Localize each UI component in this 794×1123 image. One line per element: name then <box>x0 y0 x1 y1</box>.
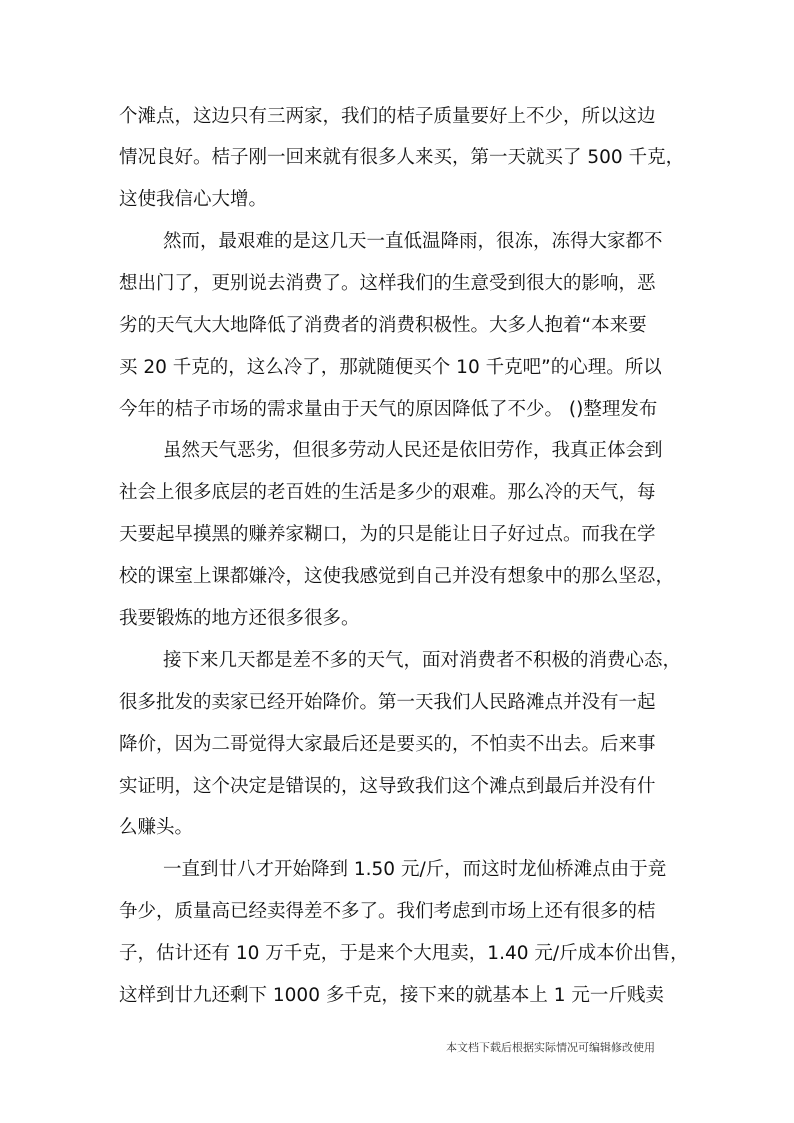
paragraph-first-line: 接下来几天都是差不多的天气，面对消费者不积极的消费心态， <box>163 650 682 671</box>
text-line: 么赚头。 <box>119 817 194 838</box>
text-line: 校的课室上课都嫌冷，这使我感觉到自己并没有想象中的那么坚忍， <box>119 566 675 587</box>
text-line: 想出门了，更别说去消费了。这样我们的生意受到很大的影响，恶 <box>119 273 656 294</box>
page-footer-note: 本文档下载后根据实际情况可编辑修改使用 <box>446 1041 655 1054</box>
text-line: 劣的天气大大地降低了消费者的消费积极性。大多人抱着“本来要 <box>119 315 647 336</box>
text-line: 买 20 千克的，这么冷了，那就随便买个 10 千克吧”的心理。所以 <box>119 357 662 378</box>
text-line: 子，估计还有 10 万千克，于是来个大甩卖，1.40 元/斤成本价出售， <box>119 943 689 964</box>
text-line: 降价，因为二哥觉得大家最后还是要买的，不怕卖不出去。后来事 <box>119 734 656 755</box>
text-line: 这样到廿九还剩下 1000 多千克，接下来的就基本上 1 元一斤贱卖 <box>119 985 664 1006</box>
text-line: 实证明，这个决定是错误的，这导致我们这个滩点到最后并没有什 <box>119 776 656 797</box>
text-line: 很多批发的卖家已经开始降价。第一天我们人民路滩点并没有一起 <box>119 692 656 713</box>
text-line: 个滩点，这边只有三两家，我们的桔子质量要好上不少，所以这边 <box>119 106 656 127</box>
text-line: 天要起早摸黑的赚养家糊口，为的只是能让日子好过点。而我在学 <box>119 524 656 545</box>
text-line: 社会上很多底层的老百姓的生活是多少的艰难。那么冷的天气，每 <box>119 482 656 503</box>
text-line: 我要锻炼的地方还很多很多。 <box>119 608 360 629</box>
text-line: 今年的桔子市场的需求量由于天气的原因降低了不少。 ()整理发布 <box>119 399 658 420</box>
paragraph-first-line: 虽然天气恶劣，但很多劳动人民还是依旧劳作，我真正体会到 <box>163 440 663 461</box>
paragraph-first-line: 一直到廿八才开始降到 1.50 元/斤，而这时龙仙桥滩点由于竞 <box>163 859 667 880</box>
text-line: 情况良好。桔子刚一回来就有很多人来买，第一天就买了 500 千克， <box>119 147 685 168</box>
paragraph-first-line: 然而，最艰难的是这几天一直低温降雨，很冻，冻得大家都不 <box>163 231 663 252</box>
text-line: 这使我信心大增。 <box>119 189 268 210</box>
text-line: 争少，质量高已经卖得差不多了。我们考虑到市场上还有很多的桔 <box>119 901 656 922</box>
